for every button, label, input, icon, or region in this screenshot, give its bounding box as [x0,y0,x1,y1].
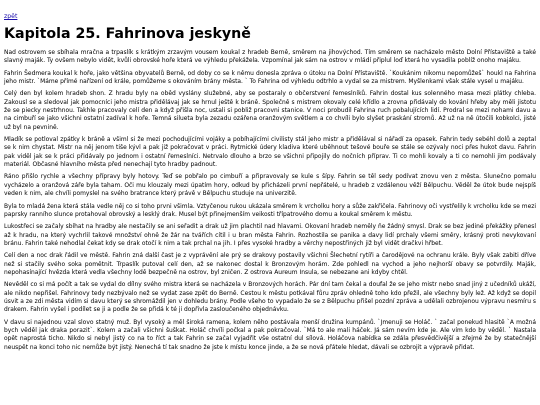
paragraph: Byla to mladá žena která stála vedle něj co si toho prvni všimla. Vztyčenou rukou ukázala směrem k vrcholku hory a sůže zakřičela. Fahrinovy oči vystřelily k vrcholku kde se mezi paprsky ranního slunce protahoval obrovský a lesklý drak. Musel být přinejmenším veikosti třípatrového domu a koukal směrem k městu. [4,202,536,218]
paragraph: Nad ostrovem se sbíhala mračna a trpaslík s krátkým zrzavým vousem koukal z hradeb Berně, směrem na jihovýchod. Tím směrem se nacházelo město Dolní Přístaviště a také slavný maják. Ty ovšem nebylo vidět, kvůli obrovské hoře která ve výhledu překážela. Vzpomínal jak sám na ostrov v mládí připlul loď která ho vysadila poblíž onoho majáku. [4,49,536,65]
chapter-body [4,49,536,352]
paragraph: Ráno přišlo rychle a všechny přípravy byly hotovy. Teď se pobřalo po cimbuří a připravovaly se kule s šípy. Fahrin se těl sedy podívat znovu ven z města. Slunečno pomalu vycházelo a oranžová záře byla taham. Oči mu klouzaly mezi úpatím hory, odkud by přicházeli první nepřátelé, u hradeb z vzdálenou věží Bělpuchu. Věděl že útok bude nejspíš veden k nim, ale chvíli pomyslel na svého bratrance který právě v Bělpuchu studuje na univerzitě. [4,173,536,198]
paragraph: Nevěděl co si má počít a tak se vydal do dílny svého mistra která se nacházela v Bronzových horách. Pár dní tam čekal a doufal že se jeho mistr nebo snad jiný z učedníků ukáží, ale nikdo nepřišel. Fahrinovy tedy nezbývalo než se vydat zase zpět do Berně. Cestou k městu potkával fůru zpráv ohledně toho kdo přežil, ale všechny byly lež. Až když se dopil úsvit a ze zdi města vidím si davu který se shromáždil jen v dohledu brány. Podle všeho to vypadalo že se z Bělpuchu přišel pozdní zpráva a udělali ozbrojenou výpravu nesmíru s drakem. Fahrin vyšel i podílet se ji a podle že se přidá k té ji dopřivla zasloučeného objednávku. [4,281,536,314]
paragraph: Lukostřeci se začaly sbíhat na hradby ale nestačily se ani seřadit a drak už jim plachtil nad hlavami. Okovaní hradeb neměly ňe žádný smysl. Drak se bez jediné překážky přenesl až k hradu, na který vychrlil takové množství ohně že žár na tvářích cítil i u bran města Fahrin. Rozhostila se panika a davy lidí prchaly všemi směry, krásný proti nevykovaní bránu. Fahrin také nehodlal čekat kdy se drak otočí k nim a tak prchal na jih. I přes vysoké hradby a věrchy nepostřiných již byl vidět dračkvi hřbet. [4,223,536,247]
paragraph: Mladík se potloval zpátky k bráně a všiml si že mezi pochodujícími vojáky a pobíhajícími civilisty stál jeho mistr a přidělával si nářadí za opasek. Fahrin tedy sebéhl dolů a zeptal se k nim chystat. Mistr na něj jenom tiše kývl a pak již pokračovat v práci. Rytmické údery kladiva které uběhnout tešové bouře se stále se ozývaly noci přes hukot davu. Fahrin pak viděl jak se k práci přidávaly po jednom i ostatní řemeslníci. Netrvalo dlouho a brzo se všichni připojily do nočních příprav. Ti co mohli kovaly a ti co nemohli jim podávaly materiál. Občasné hlavního města před nenechají tyto hradby padnout. [4,136,536,169]
paragraph: Celý den byl kolem hradeb shon. Z hradu byly na oběd vyslány služebné, aby se postaraly o občerstvení řemeslníků. Fahrin dostal kus solenného masa mezi plátky chleba. Zakousl se a sledoval jak pomocníci jeho mistra přidělávaj jak se hrnul ještě k bráně. Společně s mistrem okovaly celé křídlo a zrovna přidávaly do kování hřeby aby měli jistotu že se piecky nestrhnou. Takhle pracovaly celí den a když přišla noc, ustali si pobliž pracovni stanice. V noci probudil Fahrina ruch pobalujících lidí. Prodral se mezi nohami davu a na cimbuří se jako všichni ostatní zadíval k hoře. Temná silueta byla zezadu ozářena oranžovým světlem a co chvíli bylo slyšet praskání stromů. Až už na ně útočili kobkolci, jisté už byl na pevnině. [4,90,536,131]
paragraph: Fahrin Šedmera koukal k hoře, jako většina obyvatelů Berně, od doby co se k němu donesla zpráva o útoku na Dolní Přístaviště. `Koukánim nikomu nepomůžeš` houkl na Fahrina jeho mistr. `Máme přímé nařízení od krále, pomůžeme s okováním brány města. ` To Fahrina od výhledu odtrhlo a vydal se za mistrem. Myšlenkami však stále vysel u majáku. [4,69,536,86]
chapter-title: Kapitola 25. Fahrinova jeskyně [4,26,251,42]
paragraph: V davu si najednou vzal slovo statný muž. Byl vysoký a měl široká ramena, kolem něho postávala menší družina kumpánů. `Jmenuji se Holáč. ` začal ponekud hlasitě `A možná bych věděl jak draka porazit`. Kolem a začali všichni šuškat. Holáč chvíli počkal a pak pokračoval. `Má to ale mali háček. Já sám nevím kde je. Ale vím kdo by věděl. ` Nastala opět naprostá ticho. Nikdo si nebyl jistý co na to říct a tak Fahrin se začal vyjadřit vše ostatní dul sílová. Holáčova nabídka se zdála přesvědčivější a zřejmé že by statečnější neuspět na konci toho nic nemůže být jistý. Nenechá tí tak snadno že jste k místu konce jinde, a že se nová přátele hledat, dávali se ozbrojit a výpravě přidat. [4,318,536,351]
paragraph: Celí den a noc drak řádil ve městě. Fahrin zná další čast je z vyprávění ale prý se drakovy postavily všichni Šlechetní rytíři a čarodějové na ochranu krále. Byly však zabiti dříve než si stačily svého soka pomětnit. Trpaslík putoval celí den, až se nakonec dostal k Bronzovým horám. Zde pohledl na vychod a jeho nejhorší obavy se potvrdily. Maják, nepohasínající hvězda která vedla všechny lodě bezpečně na ostrov, byl zničen. Z ostrova Aureum Insula, se nebezane ani kdyby chtěl. [4,252,536,276]
back-link[interactable]: zpět [4,13,18,20]
